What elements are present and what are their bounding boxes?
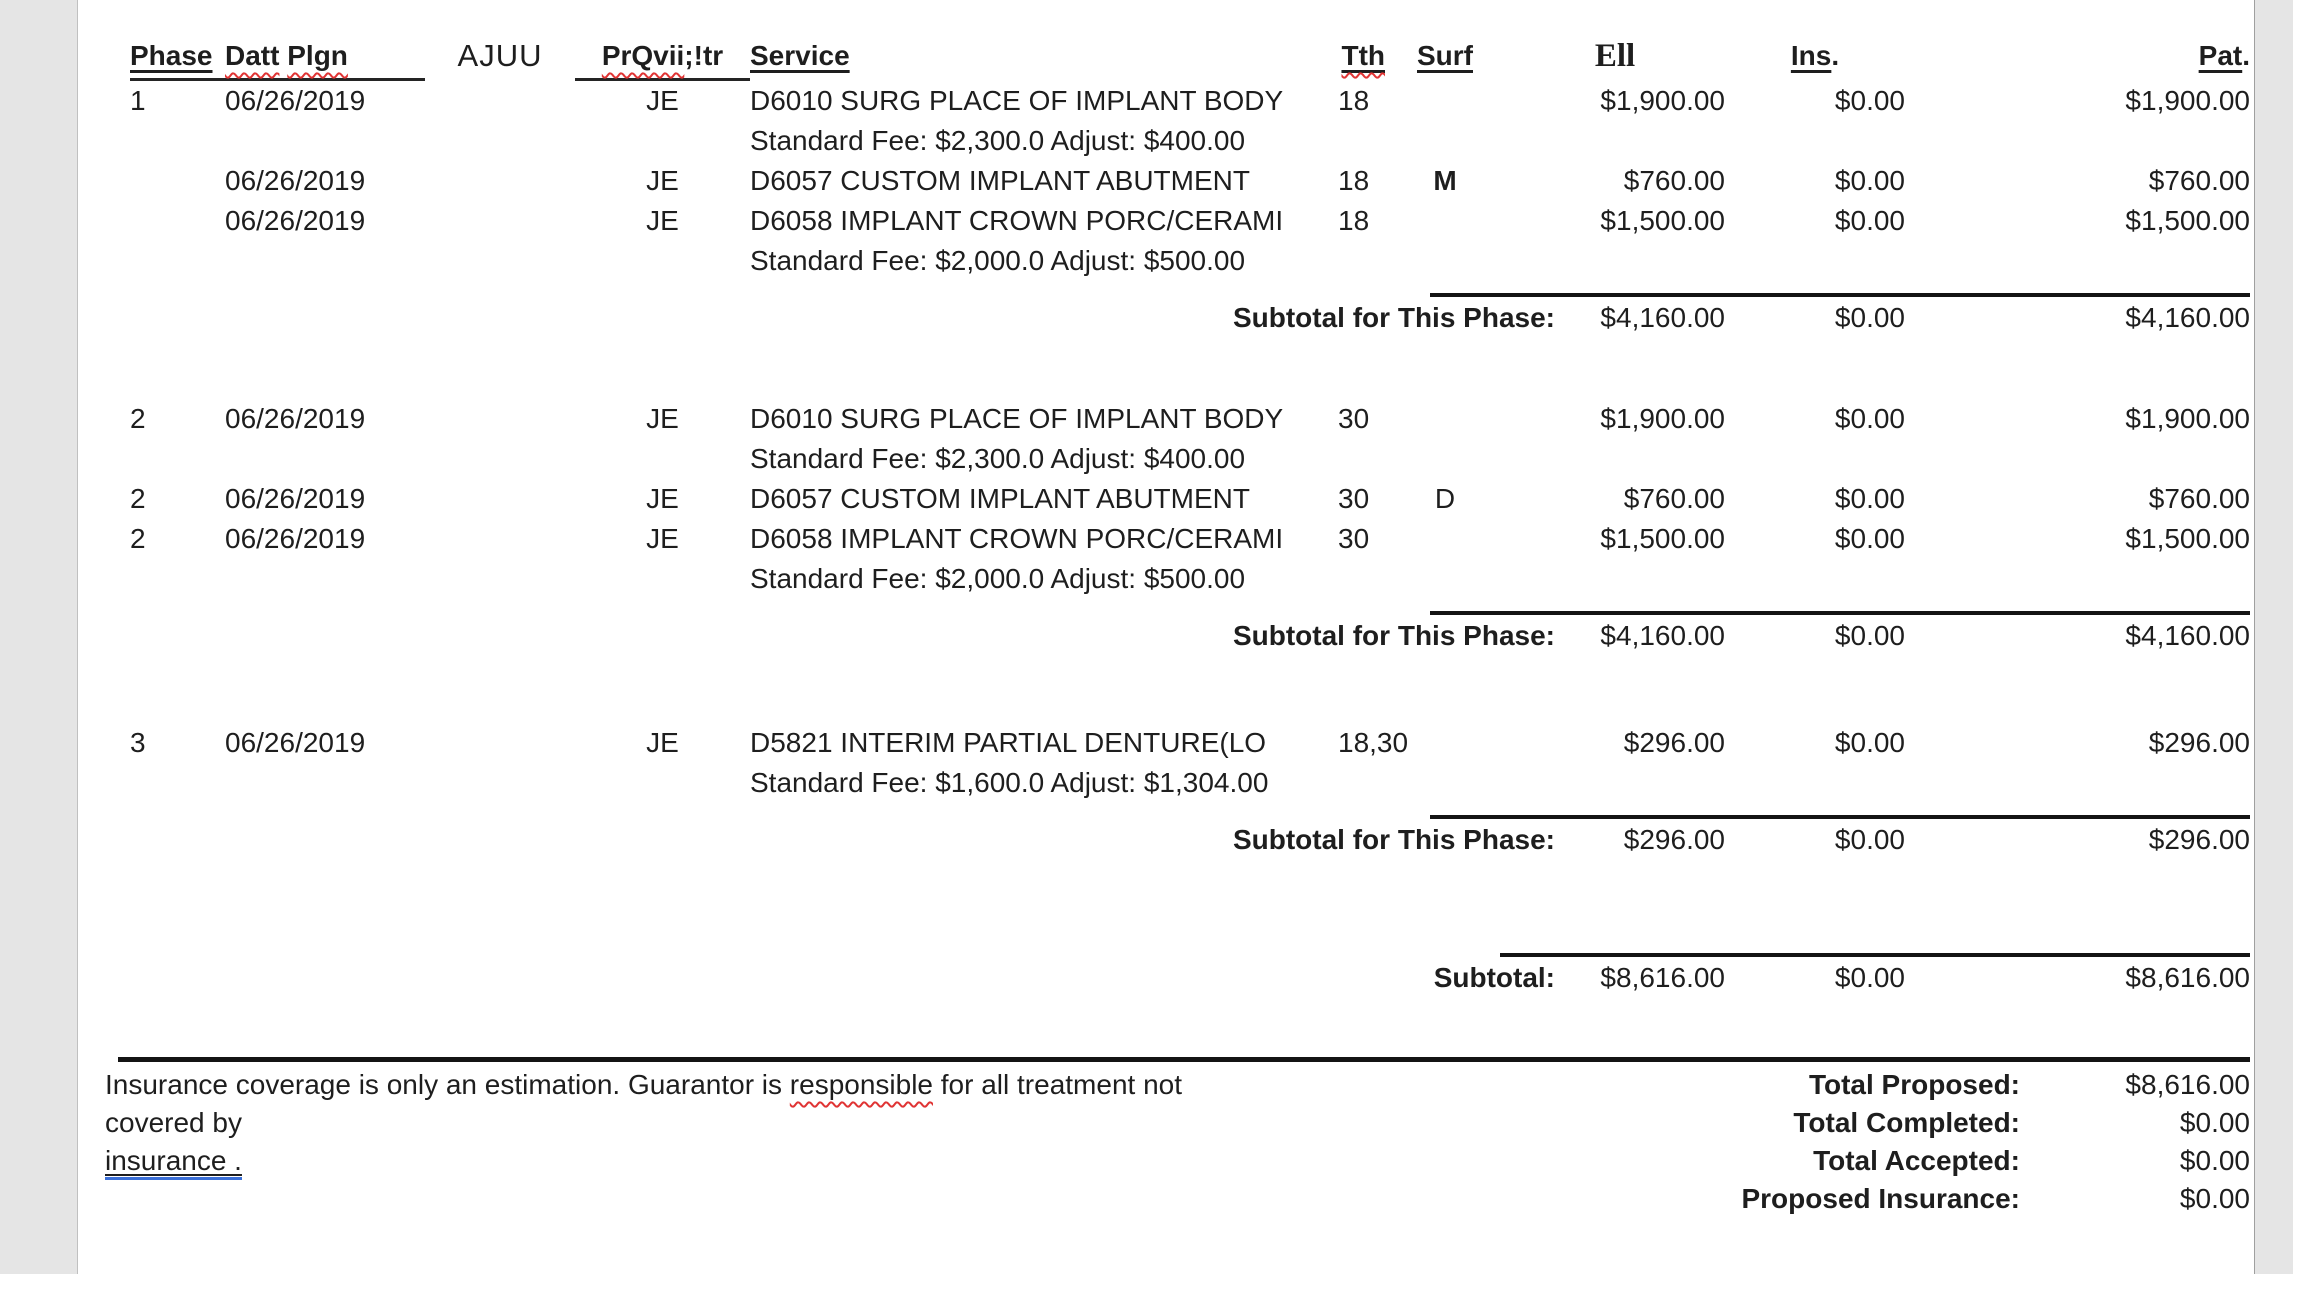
cell-adjust xyxy=(425,81,575,121)
grand-subtotal-insurance: $0.00 xyxy=(1834,962,1905,993)
grand-subtotal-patient: $8,616.00 xyxy=(2125,962,2250,993)
cell-fee: $1,900.00 xyxy=(1600,85,1725,116)
cell-provider: JE xyxy=(646,727,679,758)
column-header-provider: PrQvii;!tr xyxy=(575,34,750,81)
cell-service: D6058 IMPLANT CROWN PORC/CERAMI xyxy=(750,523,1284,554)
cell-surface xyxy=(1385,519,1505,559)
cell-adjust xyxy=(425,399,575,439)
total-row xyxy=(1720,1104,2250,1142)
misspelled-word: responsible xyxy=(789,1069,933,1100)
cell-provider: JE xyxy=(646,483,679,514)
cell-date: 06/26/2019 xyxy=(225,727,366,758)
cell-tooth: 18,30 xyxy=(1338,727,1409,758)
grand-subtotal-row xyxy=(130,957,2250,999)
subtotal-patient: $4,160.00 xyxy=(2125,620,2250,651)
cell-date: 06/26/2019 xyxy=(225,403,366,434)
cell-insurance: $0.00 xyxy=(1834,205,1905,236)
total-completed-label: Total Completed: xyxy=(1793,1107,2020,1138)
subtotal-fee: $4,160.00 xyxy=(1600,620,1725,651)
cell-patient: $1,500.00 xyxy=(2125,205,2250,236)
cell-fee: $1,500.00 xyxy=(1600,205,1725,236)
column-header-patient: Pat. xyxy=(2198,40,2250,71)
cell-fee: $1,900.00 xyxy=(1600,403,1725,434)
standard-fee-note: Standard Fee: $2,300.0 Adjust: $400.00 xyxy=(750,443,1246,474)
cell-phase xyxy=(130,161,225,201)
cell-tooth: 18 xyxy=(1338,205,1370,236)
table-header-row xyxy=(130,34,2250,81)
cell-service: D6010 SURG PLACE OF IMPLANT BODY xyxy=(750,85,1284,116)
cell-patient: $296.00 xyxy=(2148,727,2250,758)
cell-fee: $1,500.00 xyxy=(1600,523,1725,554)
table-row xyxy=(130,479,2250,519)
cell-fee: $760.00 xyxy=(1623,483,1725,514)
proposed-insurance-value: $0.00 xyxy=(2179,1183,2250,1214)
standard-fee-note: Standard Fee: $2,000.0 Adjust: $500.00 xyxy=(750,563,1246,594)
phase-subtotal-row xyxy=(130,297,2250,339)
cell-fee: $760.00 xyxy=(1623,165,1725,196)
cell-phase: 1 xyxy=(130,85,146,116)
cell-adjust xyxy=(425,201,575,241)
cell-adjust xyxy=(425,723,575,763)
cell-date: 06/26/2019 xyxy=(225,205,366,236)
document-page xyxy=(105,34,2250,1218)
proposed-insurance-label: Proposed Insurance: xyxy=(1741,1183,2020,1214)
subtotal-patient: $4,160.00 xyxy=(2125,302,2250,333)
cell-phase: 3 xyxy=(130,727,146,758)
cell-fee: $296.00 xyxy=(1623,727,1725,758)
column-header-phase: Phase xyxy=(130,34,225,81)
subtotal-label: Subtotal for This Phase: xyxy=(1232,302,1555,333)
left-gutter xyxy=(0,0,78,1274)
cell-surface xyxy=(1385,399,1505,439)
cell-surface: D xyxy=(1434,483,1456,514)
cell-adjust xyxy=(425,479,575,519)
cell-tooth: 18 xyxy=(1338,85,1370,116)
cell-surface: M xyxy=(1433,165,1457,196)
subtotal-label: Subtotal for This Phase: xyxy=(1232,620,1555,651)
cell-provider: JE xyxy=(646,165,679,196)
cell-service: D6057 CUSTOM IMPLANT ABUTMENT xyxy=(750,483,1250,514)
subtotal-label: Subtotal for This Phase: xyxy=(1232,824,1555,855)
standard-fee-note: Standard Fee: $2,300.0 Adjust: $400.00 xyxy=(750,125,1246,156)
cell-tooth: 30 xyxy=(1338,483,1370,514)
footer-divider-rule xyxy=(118,1057,2250,1062)
column-header-insurance: Ins. xyxy=(1790,40,1840,71)
cell-surface xyxy=(1385,81,1505,121)
column-header-date-planned: Datt Plgn xyxy=(225,34,425,81)
footer-section xyxy=(105,1066,2250,1218)
table-row xyxy=(130,399,2250,439)
totals-summary xyxy=(1720,1066,2250,1218)
cell-phase: 2 xyxy=(130,523,146,554)
cell-insurance: $0.00 xyxy=(1834,483,1905,514)
standard-fee-note: Standard Fee: $1,600.0 Adjust: $1,304.00 xyxy=(750,767,1269,798)
total-row xyxy=(1720,1066,2250,1104)
disclaimer-line-2 xyxy=(105,1142,1285,1180)
total-completed-value: $0.00 xyxy=(2179,1107,2250,1138)
cell-provider: JE xyxy=(646,523,679,554)
cell-adjust xyxy=(425,519,575,559)
cell-phase: 2 xyxy=(130,483,146,514)
total-accepted-label: Total Accepted: xyxy=(1813,1145,2020,1176)
total-proposed-label: Total Proposed: xyxy=(1808,1069,2020,1100)
cell-insurance: $0.00 xyxy=(1834,403,1905,434)
cell-tooth: 18 xyxy=(1338,165,1370,196)
cell-patient: $1,500.00 xyxy=(2125,523,2250,554)
table-row xyxy=(130,519,2250,559)
phase-subtotal-row xyxy=(130,615,2250,657)
grand-subtotal-label: Subtotal: xyxy=(1433,962,1555,993)
total-row xyxy=(1720,1142,2250,1180)
cell-service: D6010 SURG PLACE OF IMPLANT BODY xyxy=(750,403,1284,434)
column-header-fee: Ell xyxy=(1594,38,1636,74)
table-row xyxy=(130,723,2250,763)
total-row xyxy=(1720,1180,2250,1218)
cell-insurance: $0.00 xyxy=(1834,165,1905,196)
column-header-surface: Surf xyxy=(1417,40,1473,71)
subtotal-fee: $296.00 xyxy=(1623,824,1725,855)
table-row xyxy=(130,201,2250,241)
cell-tooth: 30 xyxy=(1338,523,1370,554)
cell-provider: JE xyxy=(646,403,679,434)
disclaimer-line-1: Insurance coverage is only an estimation. Guarantor is responsible for all treatment not covered by xyxy=(105,1069,1183,1138)
column-header-adjust: AJUU xyxy=(457,38,543,73)
cell-patient: $760.00 xyxy=(2148,165,2250,196)
right-scroll-track[interactable] xyxy=(2254,0,2293,1274)
cell-provider: JE xyxy=(646,85,679,116)
cell-patient: $760.00 xyxy=(2148,483,2250,514)
column-header-service: Service xyxy=(750,40,850,71)
insurance-link[interactable]: insurance . xyxy=(105,1145,242,1180)
table-row xyxy=(130,161,2250,201)
cell-patient: $1,900.00 xyxy=(2125,85,2250,116)
cell-insurance: $0.00 xyxy=(1834,727,1905,758)
cell-surface xyxy=(1385,723,1505,763)
cell-adjust xyxy=(425,161,575,201)
cell-date: 06/26/2019 xyxy=(225,165,366,196)
cell-date: 06/26/2019 xyxy=(225,85,366,116)
phase-subtotal-row xyxy=(130,819,2250,861)
cell-service: D6057 CUSTOM IMPLANT ABUTMENT xyxy=(750,165,1250,196)
cell-date: 06/26/2019 xyxy=(225,523,366,554)
subtotal-insurance: $0.00 xyxy=(1834,302,1905,333)
cell-phase: 2 xyxy=(130,403,146,434)
total-accepted-value: $0.00 xyxy=(2179,1145,2250,1176)
subtotal-insurance: $0.00 xyxy=(1834,824,1905,855)
cell-service: D6058 IMPLANT CROWN PORC/CERAMI xyxy=(750,205,1284,236)
cell-patient: $1,900.00 xyxy=(2125,403,2250,434)
cell-phase xyxy=(130,201,225,241)
insurance-disclaimer xyxy=(105,1066,1285,1180)
total-proposed-value: $8,616.00 xyxy=(2125,1069,2250,1100)
subtotal-patient: $296.00 xyxy=(2148,824,2250,855)
cell-provider: JE xyxy=(646,205,679,236)
cell-date: 06/26/2019 xyxy=(225,483,366,514)
grand-subtotal-fee: $8,616.00 xyxy=(1600,962,1725,993)
subtotal-insurance: $0.00 xyxy=(1834,620,1905,651)
subtotal-fee: $4,160.00 xyxy=(1600,302,1725,333)
cell-tooth: 30 xyxy=(1338,403,1370,434)
standard-fee-note: Standard Fee: $2,000.0 Adjust: $500.00 xyxy=(750,245,1246,276)
cell-insurance: $0.00 xyxy=(1834,85,1905,116)
cell-surface xyxy=(1385,201,1505,241)
cell-insurance: $0.00 xyxy=(1834,523,1905,554)
table-row xyxy=(130,81,2250,121)
column-header-tooth: Tth xyxy=(1341,40,1385,71)
cell-service: D5821 INTERIM PARTIAL DENTURE(LO xyxy=(750,727,1267,758)
